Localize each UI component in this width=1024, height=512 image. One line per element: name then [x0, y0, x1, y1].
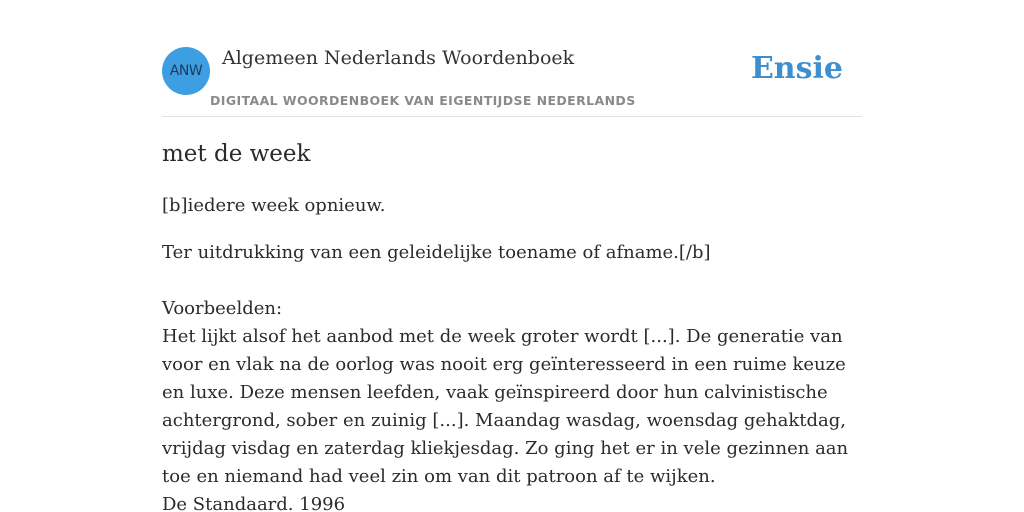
ensie-brand-link[interactable]: Ensie: [750, 51, 843, 86]
site-header: [162, 46, 862, 117]
examples-label: Voorbeelden:: [162, 298, 283, 319]
anw-logo[interactable]: ANW: [162, 47, 210, 95]
paragraph-spacer: [162, 267, 866, 295]
entry-term: met de week: [162, 141, 311, 167]
entry-explanation: Ter uitdrukking van een geleidelijke toename of afname.[/b]: [162, 242, 711, 263]
example-source: De Standaard. 1996: [162, 494, 346, 512]
example-text: Het lijkt alsof het aanbod met de week groter wordt [...]. De generatie van voor en vlak na de oorlog was nooit erg geïnteresseerd in een ruime keuze en luxe. Deze mensen leefden, vaak geïnspireerd door hun calvinistische achtergrond, sober en zuinig [...]. Maandag wasdag, woensdag gehaktdag, vrijdag visdag en zaterdag kliekjesdag. Zo ging het er in vele gezinnen aan toe en niemand had veel zin om van dit patroon af te wijken.: [162, 326, 849, 487]
entry-content: [162, 138, 866, 512]
dictionary-title[interactable]: Algemeen Nederlands Woordenboek: [222, 47, 575, 69]
dictionary-subtitle: DIGITAAL WOORDENBOEK VAN EIGENTIJDSE NEDERLANDS: [210, 93, 636, 108]
entry-definition: [b]iedere week opnieuw.: [162, 195, 386, 216]
